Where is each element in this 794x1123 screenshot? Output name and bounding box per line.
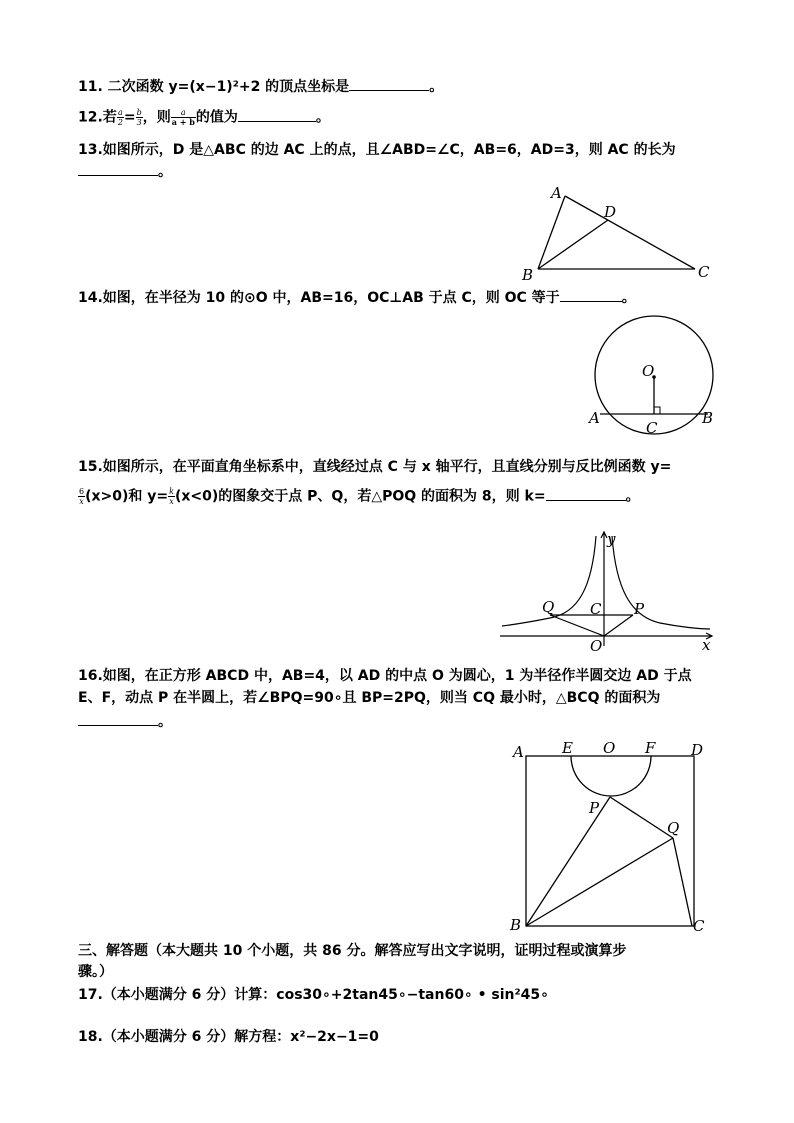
q16-line2: E、F，动点 P 在半圆上，若∠BPQ=90∘且 BP=2PQ，则当 CQ 最小时，△BCQ 的面积为	[78, 690, 661, 706]
label-C: C	[590, 600, 602, 618]
semicircle-ef	[571, 756, 651, 796]
segment-ac	[565, 196, 695, 269]
label-O: O	[642, 362, 655, 380]
question-11: 11. 二次函数 y=(x−1)²+2 的顶点坐标是 。	[78, 79, 444, 95]
q15-line1: 15.如图所示，在平面直角坐标系中，直线经过点 C 与 x 轴平行，且直线分别与反比例函数 y=	[78, 459, 672, 475]
label-F: F	[645, 739, 656, 757]
question-18: 18.（本小题满分 6 分）解方程：x²−2x−1=0	[78, 1029, 379, 1045]
segment-qc	[673, 838, 692, 926]
answer-blank	[238, 109, 316, 122]
label-P: P	[589, 799, 600, 817]
section-3-heading-line2: 骤。）	[78, 964, 113, 980]
question-17: 17.（本小题满分 6 分）计算：cos30∘+2tan45∘−tan60∘ • sin²45∘	[78, 987, 549, 1003]
q13-text: 13.如图所示，D 是△ABC 的边 AC 上的点，且∠ABD=∠C，AB=6，AD=3，则 AC 的长为	[78, 142, 676, 158]
label-A: A	[513, 743, 524, 761]
figure-15-coordinate-plane	[500, 528, 720, 653]
label-P: P	[634, 600, 645, 618]
label-A: A	[589, 409, 600, 427]
segment-ab	[538, 196, 565, 269]
q16-line1: 16.如图，在正方形 ABCD 中，AB=4，以 AD 的中点 O 为圆心，1 为半径作半圆交边 AD 于点	[78, 668, 692, 684]
question-16	[78, 667, 692, 685]
label-B: B	[702, 409, 714, 427]
right-angle-mark	[654, 407, 660, 414]
label-y: y	[607, 530, 616, 548]
segment-pq	[610, 797, 673, 838]
label-D: D	[691, 741, 704, 759]
answer-blank	[78, 713, 158, 726]
figure-13-triangle	[510, 180, 720, 285]
label-C: C	[646, 419, 658, 437]
q11-text: 11. 二次函数 y=(x−1)²+2 的顶点坐标是	[78, 79, 350, 95]
section-3-heading: 三、解答题（本大题共 10 个小题，共 86 分。解答应写出文字说明，证明过程或演算步	[78, 943, 627, 959]
question-16-answer-line: 。	[78, 713, 172, 731]
q14-text: 14.如图，在半径为 10 的⊙O 中，AB=16，OC⊥AB 于点 C，则 OC 等于	[78, 290, 560, 306]
segment-bq	[526, 838, 673, 926]
label-A: A	[551, 184, 562, 202]
question-12: 12.若 $\frac{a}{2}$ = $\frac{b}{3}$ ，则 $\frac{a}{a + b}$ 的值为 。	[78, 108, 330, 127]
segment-qo	[550, 615, 604, 636]
label-B: B	[510, 916, 522, 934]
fraction-6-over-x: $\frac{6}{x}$	[79, 487, 85, 506]
label-O: O	[590, 637, 603, 655]
answer-blank	[349, 78, 429, 91]
fraction-a-over-2: $\frac{a}{2}$	[117, 108, 123, 127]
label-D: D	[604, 203, 617, 221]
figure-14-circle	[585, 315, 725, 445]
fraction-k-over-x: $\frac{k}{x}$	[169, 487, 174, 506]
fraction-a-over-a-plus-b: $\frac{a}{a + b}$	[171, 108, 195, 127]
figure-16-square	[505, 735, 720, 940]
segment-bd	[538, 220, 608, 269]
label-x: x	[702, 636, 711, 654]
label-B: B	[522, 266, 534, 284]
answer-blank	[78, 163, 158, 176]
question-15-line2: $\frac{6}{x}$ (x>0)和 y= $\frac{k}{x}$ (x<0)的图象交于点 P、Q，若△POQ 的面积为 8，则 k= 。	[79, 487, 640, 506]
question-13	[78, 141, 676, 159]
question-15	[78, 458, 671, 476]
question-13-answer-line: 。	[78, 163, 172, 181]
label-E: E	[562, 739, 573, 757]
answer-blank	[546, 488, 626, 501]
segment-po	[604, 615, 633, 636]
label-O: O	[603, 739, 616, 757]
question-16-line2	[78, 689, 660, 707]
label-Q: Q	[667, 819, 680, 837]
question-14: 14.如图，在半径为 10 的⊙O 中，AB=16，OC⊥AB 于点 C，则 OC 等于 。	[78, 290, 636, 306]
label-C: C	[693, 917, 705, 935]
fraction-b-over-3: $\frac{b}{3}$	[136, 108, 142, 127]
label-C: C	[698, 263, 710, 281]
label-Q: Q	[542, 598, 555, 616]
answer-blank	[560, 289, 622, 302]
